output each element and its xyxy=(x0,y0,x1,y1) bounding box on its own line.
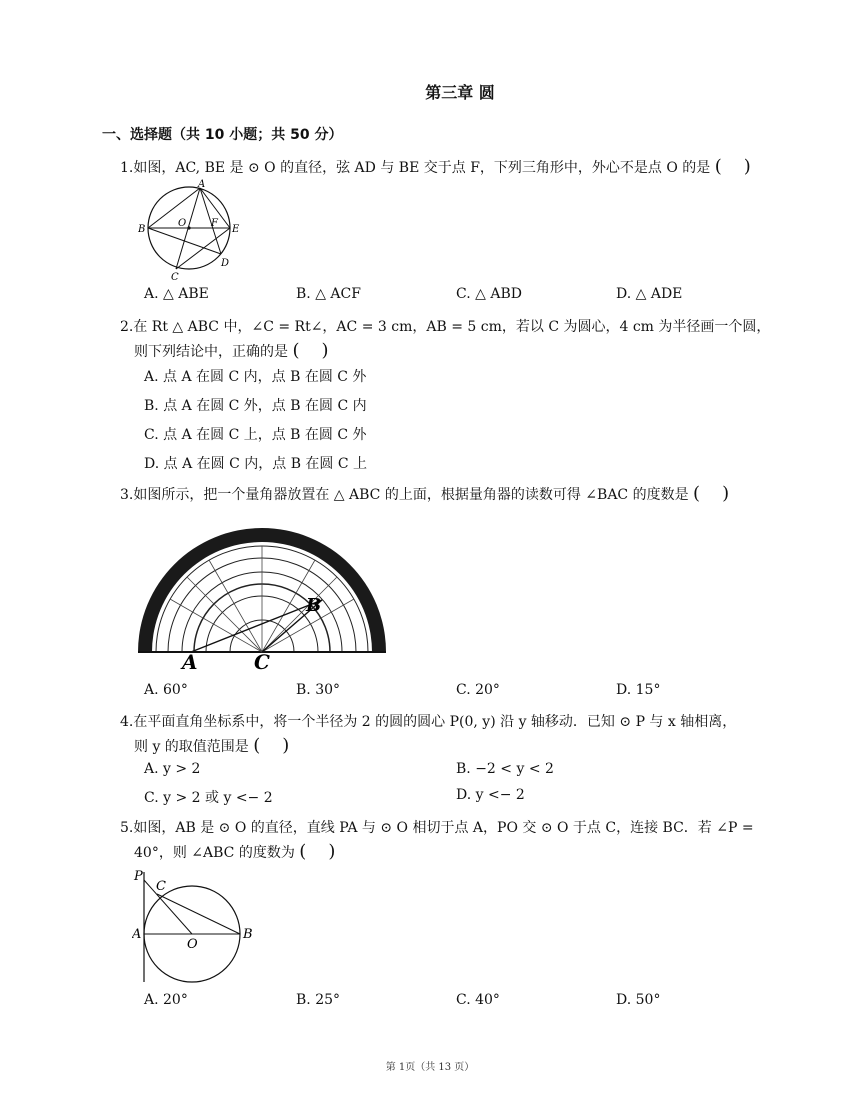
question-4-text-line2: 则 y 的取值范围是 ( ) xyxy=(134,735,290,756)
fig1-label-e: E xyxy=(232,224,240,235)
page-footer: 第 1页（共 13 页） xyxy=(385,1062,475,1073)
question-3-protractor-figure xyxy=(136,516,388,674)
fig5-label-o: O xyxy=(187,937,198,952)
q5-option-c[interactable]: C. 40° xyxy=(456,992,500,1008)
q5-option-b[interactable]: B. 25° xyxy=(296,992,341,1008)
question-5-text: 5.如图，AB 是 ⊙ O 的直径，直线 PA 与 ⊙ O 相切于点 A，PO 交 ⊙ O 于点 C，连接 BC．若 ∠P = xyxy=(120,820,754,836)
q3-option-d[interactable]: D. 15° xyxy=(616,682,661,698)
fig1-label-b: B xyxy=(138,224,146,235)
fig1-label-d: D xyxy=(221,258,230,269)
fig3-label-b: B xyxy=(306,595,322,616)
q4-option-b[interactable]: B. −2 < y < 2 xyxy=(456,761,554,777)
fig1-label-o: O xyxy=(178,218,187,229)
fig1-label-c: C xyxy=(171,272,179,283)
fig5-label-p: P xyxy=(134,869,143,884)
q3-option-a[interactable]: A. 60° xyxy=(144,682,188,698)
q2-option-d[interactable]: D. 点 A 在圆 C 内，点 B 在圆 C 上 xyxy=(144,456,368,472)
q1-option-b[interactable]: B. △ ACF xyxy=(296,286,361,302)
fig1-label-a: A xyxy=(198,179,206,190)
question-5-text-line2: 40°，则 ∠ABC 的度数为 ( ) xyxy=(134,841,336,862)
fig5-label-c: C xyxy=(156,879,166,894)
section-heading: 一、选择题（共 10 小题；共 50 分） xyxy=(102,127,343,143)
question-4-text: 4.在平面直角坐标系中，将一个半径为 2 的圆的圆心 P(0, y) 沿 y 轴移动．已知 ⊙ P 与 x 轴相离， xyxy=(120,714,737,730)
q1-option-d[interactable]: D. △ ADE xyxy=(616,286,683,302)
q4-option-c[interactable]: C. y > 2 或 y <− 2 xyxy=(144,790,273,806)
q2-option-c[interactable]: C. 点 A 在圆 C 上，点 B 在圆 C 外 xyxy=(144,427,367,443)
q5-option-a[interactable]: A. 20° xyxy=(144,992,188,1008)
question-1-text: 1.如图，AC, BE 是 ⊙ O 的直径，弦 AD 与 BE 交于点 F，下列三角形中，外心不是点 O 的是 ( ) xyxy=(120,156,751,177)
fig1-label-f: F xyxy=(211,218,218,229)
q3-option-b[interactable]: B. 30° xyxy=(296,682,341,698)
q4-option-a[interactable]: A. y > 2 xyxy=(144,761,201,777)
question-2-text-line2: 则下列结论中，正确的是 ( ) xyxy=(134,340,329,361)
q2-option-a[interactable]: A. 点 A 在圆 C 内，点 B 在圆 C 外 xyxy=(144,369,367,385)
question-1-figure xyxy=(138,176,248,284)
question-2-text: 2.在 Rt △ ABC 中，∠C = Rt∠，AC = 3 cm，AB = 5 cm，若以 C 为圆心，4 cm 为半径画一个圆， xyxy=(120,319,771,335)
question-5-figure xyxy=(132,868,262,986)
q2-option-b[interactable]: B. 点 A 在圆 C 外，点 B 在圆 C 内 xyxy=(144,398,367,414)
question-3-text: 3.如图所示，把一个量角器放置在 △ ABC 的上面，根据量角器的读数可得 ∠BAC 的度数是 ( ) xyxy=(120,483,730,504)
q4-option-d[interactable]: D. y <− 2 xyxy=(456,787,525,803)
q3-option-c[interactable]: C. 20° xyxy=(456,682,500,698)
fig5-label-a: A xyxy=(132,927,142,942)
q1-option-a[interactable]: A. △ ABE xyxy=(144,286,209,302)
page-title: 第三章 圆 xyxy=(425,83,495,102)
fig5-label-b: B xyxy=(243,927,253,942)
fig3-label-a: A xyxy=(182,650,198,674)
q1-option-c[interactable]: C. △ ABD xyxy=(456,286,522,302)
fig3-label-c: C xyxy=(254,650,270,674)
q5-option-d[interactable]: D. 50° xyxy=(616,992,661,1008)
